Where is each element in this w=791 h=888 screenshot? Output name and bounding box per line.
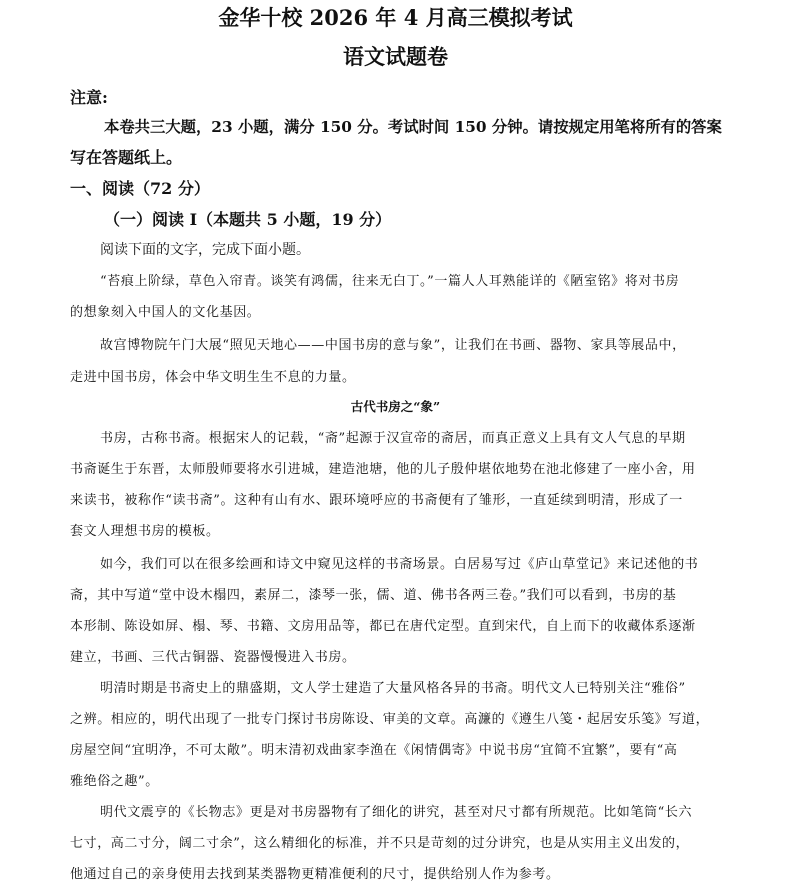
passage-line: 如今，我们可以在很多绘画和诗文中窥见这样的书斋场景。白居易写过《庐山草堂记》来记述他的书: [100, 557, 699, 572]
instruction: 阅读下面的文字，完成下面小题。: [100, 242, 310, 258]
passage-line: 书房，古称书斋。根据宋人的记载，“斋”起源于汉宣帝的斋居，而真正意义上具有文人气息的早期: [100, 431, 686, 446]
part-subheading: （一）阅读 I（本题共 5 小题，19 分）: [104, 210, 392, 229]
passage-line: 书斋诞生于东晋，太师殷师要将水引进城，建造池塘，他的儿子殷仲堪依地势在池北修建了一座小舍，用: [70, 462, 696, 477]
passage-line: 走进中国书房，体会中华文明生生不息的力量。: [70, 370, 356, 385]
passage-line: 故宫博物院午门大展“照见天地心——中国书房的意与象”，让我们在书画、器物、家具等展品中，: [100, 338, 686, 353]
notice-line-2: 写在答题纸上。: [70, 148, 183, 167]
passage-line: 之辨。相应的，明代出现了一批专门探讨书房陈设、审美的文章。高濂的《遵生八笺・起居安乐笺》写道，: [70, 712, 710, 727]
passage-line: 雅绝俗之趣”。: [70, 774, 159, 789]
passage-line: 本形制、陈设如屏、榻、琴、书籍、文房用品等，都已在唐代定型。直到宋代，自上而下的收藏体系逐渐: [70, 619, 696, 634]
passage-line: 他通过自己的亲身使用去找到某类器物更精准便利的尺寸，提供给别人作为参考。: [70, 867, 560, 882]
passage-line: 明代文震亨的《长物志》更是对书房器物有了细化的讲究，甚至对尺寸都有所规范。比如笔筒“长六: [100, 805, 693, 820]
part-heading: 一、阅读（72 分）: [70, 179, 210, 198]
passage-line: 七寸，高二寸分，阔二寸余”，这么精细化的标准，并不只是苛刻的过分讲究，也是从实用主义出发的，: [70, 836, 690, 851]
passage-line: 建立，书画、三代古铜器、瓷器慢慢进入书房。: [70, 650, 356, 665]
passage-line: 来读书，被称作“读书斋”。这种有山有水、跟环境呼应的书斋便有了雏形，一直延续到明清，形成了一: [70, 493, 683, 508]
passage-line: 房屋空间“宜明净，不可太敞”。明末清初戏曲家李渔在《闲情偶寄》中说书房“宜简不宜繁”，要有“高: [70, 743, 678, 758]
page-title: 金华十校 2026 年 4 月高三模拟考试: [218, 5, 573, 30]
passage-line: 的想象刻入中国人的文化基因。: [70, 305, 261, 320]
passage-line: “苔痕上阶绿，草色入帘青。谈笑有鸿儒，往来无白丁。”一篇人人耳熟能详的《陋室铭》将对书房: [100, 274, 680, 289]
page-subtitle: 语文试题卷: [343, 44, 448, 69]
notice-line-1: 本卷共三大题，23 小题，满分 150 分。考试时间 150 分钟。请按规定用笔将所有的答案: [104, 118, 722, 136]
passage-line: 明清时期是书斋史上的鼎盛期，文人学士建造了大量风格各异的书斋。明代文人已特别关注“雅俗”: [100, 681, 686, 696]
section-title: 古代书房之“象”: [350, 399, 441, 414]
passage-line: 斋，其中写道“堂中设木榻四，素屏二，漆琴一张，儒、道、佛书各两三卷。”我们可以看到，书房的基: [70, 588, 677, 603]
notice-label: 注意:: [70, 88, 108, 107]
passage-line: 套文人理想书房的模板。: [70, 524, 220, 539]
